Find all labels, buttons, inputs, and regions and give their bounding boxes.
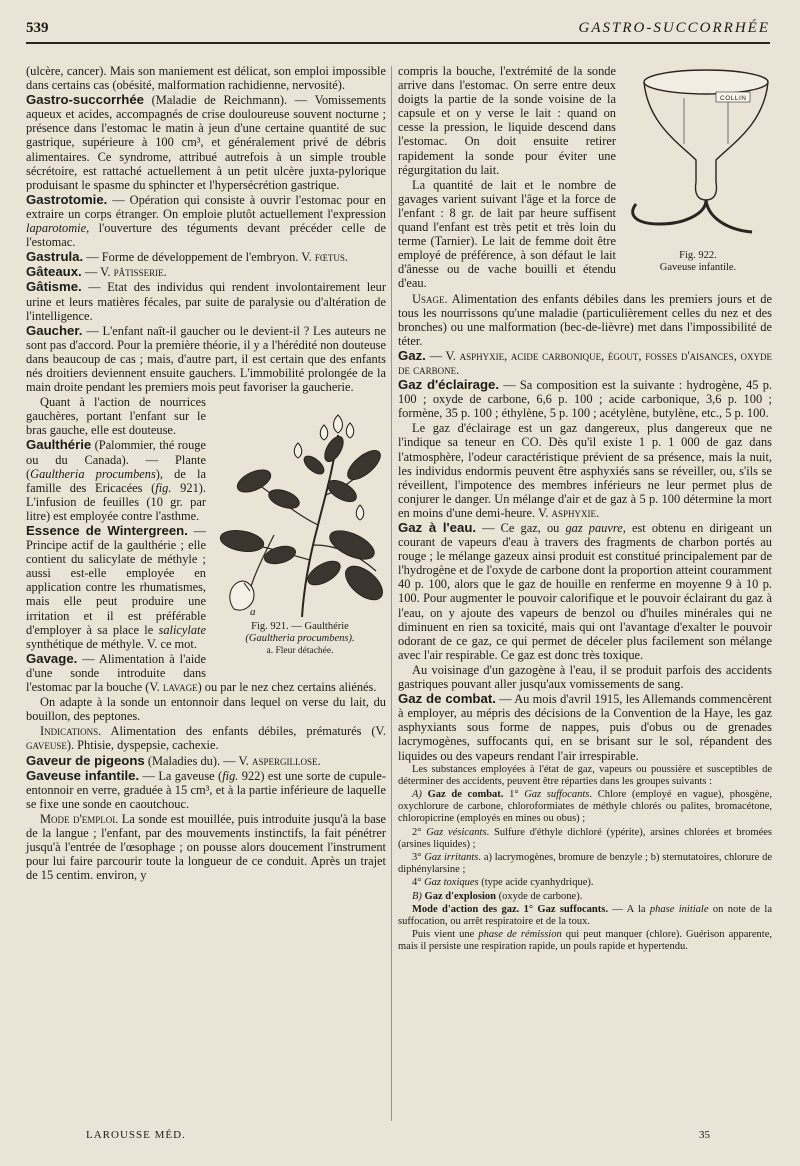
italic-text: Gaz irritants xyxy=(424,852,479,864)
italic-text: Gaz suffocants xyxy=(524,789,590,800)
paragraph xyxy=(26,812,386,882)
text-run: — V. xyxy=(425,348,460,363)
text-run: — Opération qui consiste à ouvrir l'estomac pour en extraire un corps étranger. On emploie plutôt actuellement l'expression xyxy=(26,192,386,221)
paragraph xyxy=(398,521,772,662)
text-run: , l'ouverture des téguments devant précéder celle de l'estomac. xyxy=(26,221,386,250)
text-run: — Alimentation à l'aide d'une sonde introduite dans l'estomac par la bouche (V. xyxy=(26,651,206,695)
text-run: . Chlore (employé en vague), phosgène, oxychlorure de carbone, chloroformiates de méthyle chlorés ou palites, bromacétone, chloropicrine (employés en mines ou obus) ; xyxy=(398,789,772,825)
text-run: Au voisinage d'un gazogène à l'eau, il se produit parfois des accidents gastriques pouvant aller jusqu'aux vomissements de sang. xyxy=(398,662,772,692)
footer-publisher: LAROUSSE MÉD. xyxy=(86,1129,186,1141)
page-header xyxy=(26,18,770,42)
text-run: Puis vient une xyxy=(412,929,479,941)
italic-text: gaz pauvre xyxy=(565,521,623,535)
figure-921-label-a: a xyxy=(250,606,256,619)
entry-headword: Gastrula. xyxy=(26,249,84,265)
paragraph xyxy=(26,280,386,322)
figure-922-caption xyxy=(624,250,772,274)
text-run: . xyxy=(456,362,460,377)
right-column xyxy=(398,64,772,955)
text-run: La quantité de lait et le nombre de gavages varient suivant l'âge et la force de l'enfant : 8 gr. de lait par heure suffisent quand l'enfant est très petit et très loin du terme (Tarnier). Le lait de femme doit être employé de préférence, à son défaut le lait d'ânesse ou de vache bouilli et étendu d'eau. xyxy=(398,177,616,291)
header-rule xyxy=(26,42,770,44)
entry-headword: Gaveuse infantile. xyxy=(26,767,140,783)
entry-headword: Gavage. xyxy=(26,650,78,666)
caption-note: a. Fleur détachée. xyxy=(266,646,334,657)
cross-reference: gaveuse xyxy=(26,738,67,753)
paragraph xyxy=(398,378,772,420)
text-run: ), de la famille des Ericacées ( xyxy=(26,466,206,495)
entry-headword: Gaz à l'eau. xyxy=(398,520,477,535)
paragraph xyxy=(26,265,386,279)
paragraph xyxy=(398,852,772,876)
text-run: (Maladie de Reichmann). — Vomissements aqueux et acides, accompagnés de crise douloureuse souvent nocturne ; présence dans l'estomac le matin à jeun d'une certaine quantité de suc gastrique, supérieure à 100 cm³, et généralement privé de débris alimentaires. Ce syndrome, attribué autrefois à un simple trouble sécrétoire, est rattaché actuellement à un petit ulcère juxta-pylorique produisant le spasme du sphincter et l'hypersécrétion gastrique. xyxy=(26,93,386,192)
paragraph xyxy=(398,421,772,520)
paragraph xyxy=(398,292,772,348)
text-run: Le gaz d'éclairage est un gaz dangereux, plus dangereux que ne l'indique sa teneur en CO. Dès qu'il existe 1 p. 1 000 de gaz dans l'atmosphère, l'odeur caractéristique prévient de sa présence, mais la nuit, les individus endormis peuvent être asphyxiés sans se réveiller, ou, s'ils se réveillent, l'impotence des membres inférieurs ne leur permet plus de conjurer le danger. Un mélange d'air et de gaz à 5 p. 100 détermine la mort en moins d'une demi-heure. V. xyxy=(398,421,772,520)
paragraph xyxy=(398,891,772,903)
entry-headword: Gaz de combat. xyxy=(398,691,496,707)
cross-reference: Indications xyxy=(40,724,99,739)
entry-headword: Gaz. xyxy=(398,347,426,363)
paragraph xyxy=(398,349,772,377)
text-run: (type acide cyanhydrique). xyxy=(478,877,594,889)
text-run: . xyxy=(317,753,321,768)
cross-reference: fœtus xyxy=(314,250,345,265)
text-run: (Palommier, thé rouge ou du Canada). — Plante ( xyxy=(26,438,206,481)
entry-headword: Gaulthérie xyxy=(26,437,92,453)
entry-headword: Gastrotomie. xyxy=(26,191,108,207)
cross-reference: Usage xyxy=(412,291,445,306)
entry-headword: Gâtisme. xyxy=(26,279,82,295)
italic-text: Gaultheria procumbens xyxy=(30,466,156,481)
paragraph xyxy=(26,724,386,752)
text-run: synthétique de méthyle. V. ce mot. xyxy=(26,636,197,651)
text-run: Les substances employées à l'état de gaz, vapeurs ou poussière et susceptibles de déterminer des accidents, peuvent être réparties dans les groupes suivants : xyxy=(398,763,772,787)
text-run: . Sulfure d'éthyle dichloré (ypérite), arsines chlorées et bromées (arsines liquides) ; xyxy=(398,826,773,850)
figure-921 xyxy=(214,395,386,667)
bold-text: Gaz d'explosion xyxy=(424,890,497,902)
left-column xyxy=(26,64,386,883)
italic-text: B) xyxy=(412,890,422,902)
figure-921-caption xyxy=(214,621,386,657)
paragraph xyxy=(26,250,386,264)
paragraph xyxy=(26,64,386,92)
paragraph xyxy=(398,827,772,851)
text-run: — La gaveuse ( xyxy=(139,768,223,783)
caption-species: (Gaultheria procumbens). xyxy=(245,633,355,645)
text-run: — A la xyxy=(607,903,650,915)
paragraph xyxy=(26,754,386,768)
text-run: 1° xyxy=(503,789,525,800)
text-run: (ulcère, cancer). Mais son maniement est délicat, son emploi impossible dans certains cas (obésité, malformation rachidienne, nervosité). xyxy=(26,64,386,93)
paragraph xyxy=(26,93,386,192)
bold-text: Gaz de combat. xyxy=(427,789,504,800)
text-run: — Sa composition est la suivante : hydrogène, 45 p. 100 ; oxyde de carbone, 6,6 p. 100 ; acide carbonique, 3,6 p. 100 ; formène, 35 p. 100 ; éthylène, 5 p. 100 ; acétylène, butylène, etc., 5 p. 100. xyxy=(398,378,772,421)
paragraph xyxy=(398,789,772,826)
text-run: ) ou par le nez chez certains aliénés. xyxy=(197,680,377,695)
text-run: on note de la suffocation, ou arrêt respiratoire et de la toux. xyxy=(398,903,772,928)
caption-desc: Gaveuse infantile. xyxy=(659,262,737,273)
italic-text: fig. xyxy=(155,480,172,495)
footer-sheet-number: 35 xyxy=(699,1129,710,1141)
text-run: — L'enfant naît-il gaucher ou le devient-il ? Les auteurs ne sont pas d'accord. Pour la première théorie, il y a l'hérédité non douteuse dans beaucoup de cas ; mais, d'autre part, il est certain que des enfants nés droitiers deviennent ensuite gauchers. L'immobilité prolongée de la main droite pendant les premiers mois peut favoriser la gaucherie. xyxy=(26,323,386,395)
entry-headword: Gastro-succorrhée xyxy=(26,92,144,108)
text-run: compris la bouche, l'extrémité de la sonde arrive dans l'estomac. On serre entre deux doigts la partie de la sonde voisine de la capsule et on y verse le lait : quand on cesse la pression, le liquide descend dans l'estomac. On doit ensuite retirer rapidement la sonde pour éviter une régurgitation du lait. xyxy=(398,64,616,177)
cross-reference: Mode d'emploi xyxy=(40,811,116,826)
bold-text: Mode d'action des gaz. 1° Gaz suffocants. xyxy=(412,903,608,915)
page-number: 539 xyxy=(26,20,49,36)
figure-922-maker-label: COLLIN xyxy=(720,95,747,102)
cross-reference: pâtisserie xyxy=(113,265,164,280)
paragraph xyxy=(398,692,772,762)
text-run: — Ce gaz, ou xyxy=(476,521,566,535)
text-run: 921). L'infusion de feuilles (10 gr. par litre) est employée contre l'asthme. xyxy=(26,480,206,523)
text-run: — Forme de développement de l'embryon. V. xyxy=(83,250,315,265)
text-run: . Alimentation des enfants débiles, prématurés (V. xyxy=(98,724,386,739)
italic-text: fig. xyxy=(222,768,239,783)
paragraph xyxy=(398,663,772,691)
text-run: 3° xyxy=(412,852,425,864)
text-run: qui peut manquer (chlore). Guérison apparente, mais il persiste une respiration rapide, un pouls rapide et hypertendu. xyxy=(398,929,773,953)
cross-reference: lavage xyxy=(162,680,198,695)
entry-headword: Gaz d'éclairage. xyxy=(398,377,500,393)
text-run: On adapte à la sonde un entonnoir dans lequel on verse du lait, du bouillon, des peptones. xyxy=(26,695,386,724)
paragraph xyxy=(398,764,772,788)
paragraph xyxy=(26,193,386,249)
italic-text: Gaz toxiques xyxy=(424,877,479,889)
italic-text: laparotomie xyxy=(26,221,87,236)
caption-title: Fig. 921. — Gaulthérie xyxy=(251,621,349,633)
cross-reference: aspergillose xyxy=(252,753,318,768)
text-run: 4° xyxy=(412,877,425,889)
entry-headword: Gâteaux. xyxy=(26,264,82,280)
gaveuse-illustration xyxy=(624,64,772,250)
text-run: Quant à l'action de nourrices gauchères, portant l'enfant sur le bras gauche, elle est douteuse. xyxy=(26,395,206,438)
italic-text: A) xyxy=(412,789,422,800)
italic-text: phase de rémission xyxy=(478,929,562,941)
column-divider xyxy=(391,66,392,1121)
text-run: . a) lacrymogènes, bromure de benzyle ; b) sternutatoires, chlorure de diphénylarsine ; xyxy=(398,852,772,876)
entry-headword: Essence de Wintergreen. xyxy=(26,523,188,538)
text-run: — Principe actif de la gaulthérie ; elle contient du salicylate de méthyle ; aussi est-elle employée en application contre les rhumatismes, mais elle peut produire une irritation et il est préférable d'employer à sa place le xyxy=(26,524,206,637)
text-run: — Au mois d'avril 1915, les Allemands commencèrent à employer, au mépris des décisions de la Convention de la Haye, les gaz asphyxiants sous forme de nappes, puis d'obus ou de grenades lacrymogènes, suffocants qui, en se brisant sur le sol, répandent des liquides ou des vapeurs rendant l'air irrespirable. xyxy=(398,692,772,763)
paragraph xyxy=(26,769,386,811)
text-run: . xyxy=(163,265,167,280)
paragraph xyxy=(26,695,386,723)
figure-922 xyxy=(624,64,772,279)
text-run: (Maladies du). — V. xyxy=(144,753,252,768)
text-run: , est obtenu en dirigeant un courant de vapeurs d'eau à travers des fragments de charbon portés au rouge ; le mélange gazeux ainsi produit est constitué principalement par de l'hydrogène et de l'oxyde de carbone dont la proportion atteint couramment 40 p. 100, alors que le gaz de houille en renferme en moyenne 9 à 10 p. 100. Pour augmenter le pouvoir calorifique et le pouvoir éclairant du gaz à l'eau, on y ajoute des vapeurs de benzol ou d'huiles minérales qui ne diminuent en rien sa toxicité, mais qui ont l'avantage d'exalter le pouvoir odorant de ce gaz, ce qui permet de déceler plus facilement son mélange avec l'air respirable. Ce gaz est donc très toxique. xyxy=(398,521,772,662)
text-run: . Alimentation des enfants débiles dans les premiers jours et de tous les nourrissons qu'une maladie (particulièrement celles du nez et des bronches) ou une malformation (bec-de-lièvre) met dans l'impossibilité de téter. xyxy=(398,291,772,348)
paragraph xyxy=(398,904,772,928)
cross-reference: asphyxie, acide carbonique, égout, fosses d'aisances, oxyde de carbone xyxy=(398,348,772,377)
paragraph xyxy=(398,877,772,889)
italic-text: Gaz vésicants xyxy=(426,826,487,838)
entry-headword: Gaveur de pigeons xyxy=(26,752,145,768)
italic-text: salicylate xyxy=(158,622,206,637)
text-run: 922) est une sorte de cupule-entonnoir en verre, graduée à 15 cm³, et à la partie inférieure de laquelle se fixe une sonde en caoutchouc. xyxy=(26,768,386,811)
text-run: . xyxy=(596,505,600,520)
text-run: . La sonde est mouillée, puis introduite jusqu'à la base de la langue ; l'enfant, par des mouvements instinctifs, la fait pénétrer jusqu'à l'entrée de l'œsophage ; on pousse alors doucement l'instrument pour lui faire parcourir toute la longueur de ce conduit. Après un trajet de 15 centim. environ, y xyxy=(26,811,387,883)
text-run: (oxyde de carbone). xyxy=(496,890,583,902)
gaultheria-plant-illustration xyxy=(214,395,386,621)
italic-text: phase initiale xyxy=(649,903,709,915)
text-run: ). Phtisie, dyspepsie, cachexie. xyxy=(66,738,219,753)
text-run: 2° xyxy=(412,826,427,838)
paragraph xyxy=(398,929,772,953)
paragraph xyxy=(26,324,386,394)
text-run: . xyxy=(344,250,348,265)
caption-title: Fig. 922. xyxy=(679,250,717,261)
text-run: — V. xyxy=(81,265,114,280)
entry-headword: Gaucher. xyxy=(26,322,83,338)
cross-reference: asphyxie xyxy=(551,505,597,520)
running-title: GASTRO-SUCCORRHÉE xyxy=(578,20,770,36)
text-run: — Etat des individus qui rendent involontairement leur urine et leurs matières fécales, par suite de paralysie ou d'altération de l'intelligence. xyxy=(26,280,386,323)
